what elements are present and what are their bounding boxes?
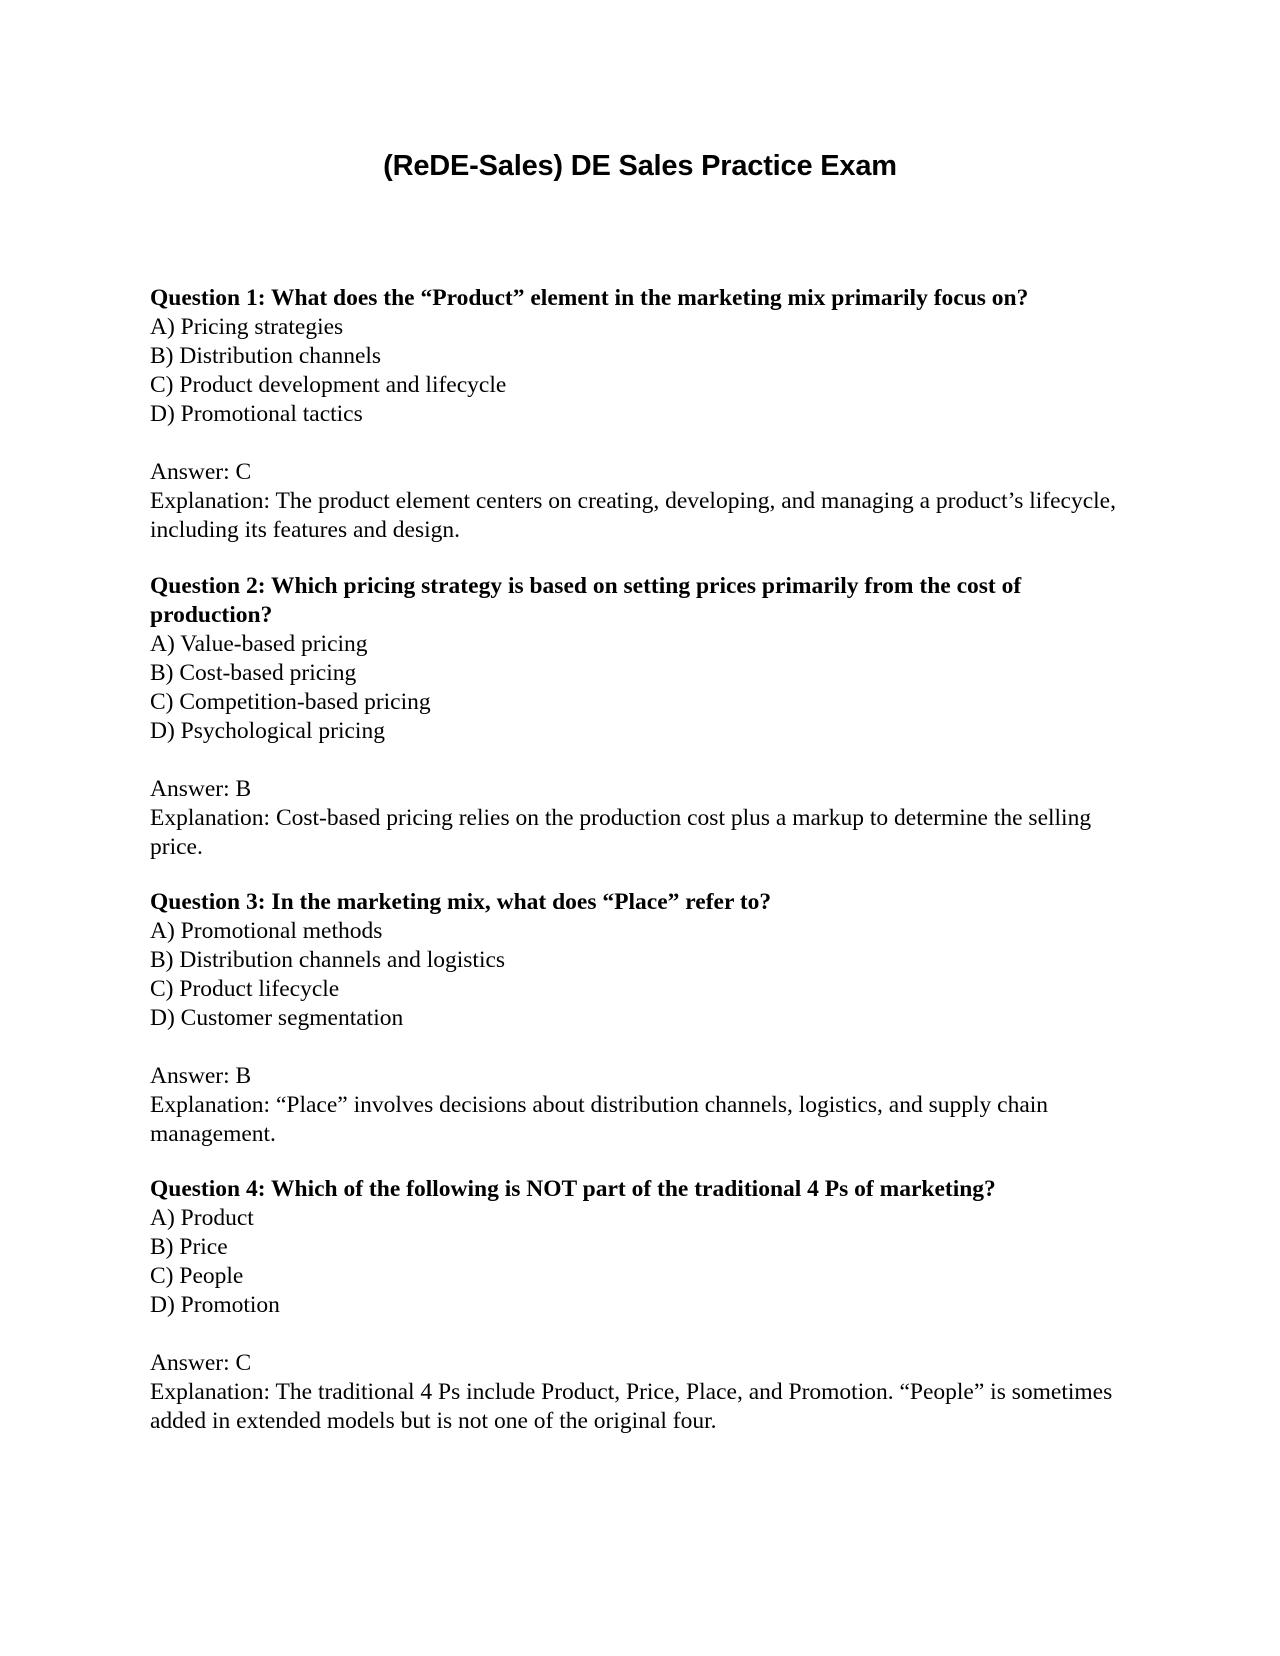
answer-option-a: A) Product <box>150 1205 254 1231</box>
question-block-3 <box>150 888 1130 1149</box>
correct-answer: Answer: C <box>150 459 252 485</box>
answer-option-c: C) Competition-based pricing <box>150 689 431 715</box>
correct-answer: Answer: C <box>150 1350 252 1376</box>
answer-option-d: D) Psychological pricing <box>150 718 385 744</box>
answer-option-c: C) Product lifecycle <box>150 976 340 1002</box>
answer-option-b: B) Distribution channels <box>150 343 382 369</box>
question-text: Question 3: In the marketing mix, what does “Place” refer to? <box>150 889 772 915</box>
answer-explanation: Explanation: The product element centers on creating, developing, and managing a product’s lifecycle, including its features and design. <box>150 488 1116 543</box>
answer-option-a: A) Value-based pricing <box>150 631 368 657</box>
question-text: Question 4: Which of the following is NOT part of the traditional 4 Ps of marketing? <box>150 1176 996 1202</box>
answer-option-a: A) Pricing strategies <box>150 314 344 340</box>
question-text: Question 1: What does the “Product” element in the marketing mix primarily focus on? <box>150 285 1029 311</box>
question-block-2 <box>150 572 1130 862</box>
document-title: (ReDE-Sales) DE Sales Practice Exam <box>383 150 897 182</box>
answer-option-c: C) Product development and lifecycle <box>150 372 507 398</box>
question-block-1 <box>150 284 1130 545</box>
answer-option-d: D) Promotion <box>150 1292 280 1318</box>
answer-explanation: Explanation: “Place” involves decisions about distribution channels, logistics, and supply chain management. <box>150 1092 1049 1147</box>
correct-answer: Answer: B <box>150 776 252 802</box>
answer-option-c: C) People <box>150 1263 244 1289</box>
question-text: Question 2: Which pricing strategy is based on setting prices primarily from the cost of production? <box>150 573 1022 628</box>
answer-option-b: B) Distribution channels and logistics <box>150 947 506 973</box>
answer-option-a: A) Promotional methods <box>150 918 383 944</box>
correct-answer: Answer: B <box>150 1063 252 1089</box>
answer-option-d: D) Promotional tactics <box>150 401 363 427</box>
answer-explanation: Explanation: The traditional 4 Ps include Product, Price, Place, and Promotion. “People” is sometimes added in extended models but is not one of the original four. <box>150 1379 1113 1434</box>
answer-option-b: B) Cost-based pricing <box>150 660 357 686</box>
answer-option-d: D) Customer segmentation <box>150 1005 404 1031</box>
answer-explanation: Explanation: Cost-based pricing relies on the production cost plus a markup to determine the selling price. <box>150 805 1092 860</box>
question-block-4 <box>150 1175 1130 1436</box>
answer-option-b: B) Price <box>150 1234 228 1260</box>
